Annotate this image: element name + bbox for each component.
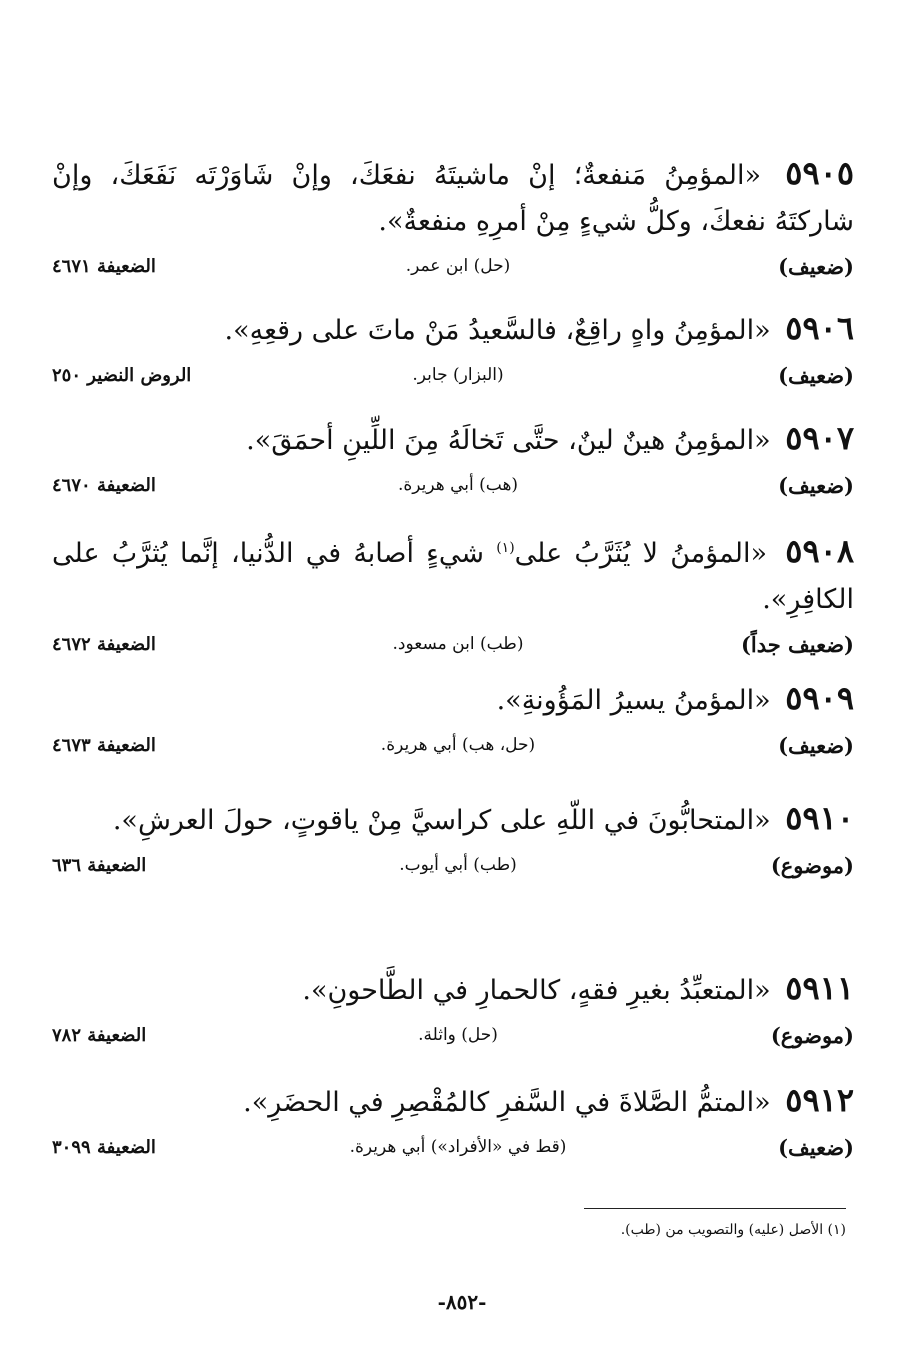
hadith-text: «المؤمِنُ هينٌ لينٌ، حتَّى تَخالَهُ مِنَ اللِّينِ أحمَقَ». <box>246 425 771 456</box>
hadith-meta <box>52 468 854 502</box>
hadith-meta <box>52 1018 854 1052</box>
hadith-number: ٥٩٠٧ <box>785 419 854 457</box>
hadith-number: ٥٩٠٨ <box>785 532 855 570</box>
hadith-entry <box>52 415 854 502</box>
hadith-grade: (ضعيف جداً) <box>740 631 854 657</box>
hadith-text: «المتحابُّونَ في اللّهِ على كراسيَّ مِنْ ياقوتٍ، حولَ العرشِ». <box>112 805 771 836</box>
hadith-grade: (ضعيف) <box>778 253 854 279</box>
hadith-text-part: شيءٍ أصابهُ في الدُّنيا، إنَّما يُثرَّبُ على الكافِرِ». <box>52 538 854 615</box>
hadith-source: (قط في «الأفراد») أبي هريرة. <box>349 1137 567 1157</box>
hadith-meta <box>52 358 854 392</box>
hadith-entry <box>52 305 854 392</box>
hadith-entry <box>52 795 854 882</box>
hadith-meta <box>52 728 854 762</box>
hadith-text: «المتعبِّدُ بغيرِ فقهٍ، كالحمارِ في الطَّاحونِ». <box>302 975 771 1006</box>
footnote-divider <box>584 1208 846 1209</box>
hadith-number: ٥٩١٠ <box>785 799 854 837</box>
footnote-marker: (١) <box>496 540 515 556</box>
hadith-reference: الضعيفة ٣٠٩٩ <box>52 1136 156 1158</box>
hadith-text-block <box>52 305 854 354</box>
hadith-meta <box>52 848 854 882</box>
hadith-meta <box>52 249 854 283</box>
hadith-entry <box>52 150 854 283</box>
hadith-source: (حل، هب) أبي هريرة. <box>380 735 536 755</box>
hadith-text: «المؤمِنُ واهٍ راقِعٌ، فالسَّعيدُ مَنْ ماتَ على رقعِهِ». <box>224 315 771 346</box>
hadith-reference: الروض النضير ٢٥٠ <box>52 364 192 386</box>
hadith-text-block <box>52 415 854 464</box>
hadith-reference: الضعيفة ٤٦٧٢ <box>52 633 156 655</box>
hadith-entry <box>52 965 854 1052</box>
hadith-source: (البزار) جابر. <box>412 365 504 385</box>
hadith-text-part: «المؤمنُ لا يُثَرَّبُ على <box>514 538 768 569</box>
hadith-source: (طب) أبي أيوب. <box>399 855 517 875</box>
hadith-grade: (موضوع) <box>770 1022 854 1048</box>
hadith-grade: (ضعيف) <box>778 472 854 498</box>
hadith-source: (حل) واثلة. <box>418 1025 498 1045</box>
hadith-meta <box>52 1130 854 1164</box>
hadith-source: (حل) ابن عمر. <box>405 256 511 276</box>
hadith-meta <box>52 627 854 661</box>
hadith-grade: (ضعيف) <box>778 362 854 388</box>
hadith-number: ٥٩١٢ <box>785 1081 854 1119</box>
hadith-grade: (موضوع) <box>770 852 854 878</box>
hadith-reference: الضعيفة ٧٨٢ <box>52 1024 147 1046</box>
hadith-text-block <box>52 1077 854 1126</box>
hadith-text-block <box>52 150 854 245</box>
hadith-text-block <box>52 525 854 623</box>
hadith-number: ٥٩١١ <box>785 969 854 1007</box>
hadith-reference: الضعيفة ٤٦٧١ <box>52 255 156 277</box>
hadith-entry <box>52 525 854 661</box>
hadith-text-block <box>52 965 854 1014</box>
footnote-text: (١) الأصل (عليه) والتصويب من (طب). <box>620 1222 846 1238</box>
hadith-text-block <box>52 795 854 844</box>
hadith-number: ٥٩٠٥ <box>785 154 854 192</box>
hadith-number: ٥٩٠٦ <box>785 309 854 347</box>
hadith-text: «المتمُّ الصَّلاةَ في السَّفرِ كالمُقْصِرِ في الحضَرِ». <box>243 1087 771 1118</box>
hadith-reference: الضعيفة ٤٦٧٣ <box>52 734 156 756</box>
hadith-entry <box>52 675 854 762</box>
hadith-text: «المؤمِنُ مَنفعةٌ؛ إنْ ماشيتَهُ نفعَكَ، وإنْ شَاوَرْتَه نَفَعَكَ، وإنْ شاركتَهُ نفعكَ، وكلُّ شيءٍ مِنْ أمرِهِ منفعةٌ». <box>52 160 854 237</box>
hadith-source: (طب) ابن مسعود. <box>392 634 524 654</box>
hadith-reference: الضعيفة ٦٣٦ <box>52 854 147 876</box>
hadith-entry <box>52 1077 854 1164</box>
hadith-reference: الضعيفة ٤٦٧٠ <box>52 474 156 496</box>
hadith-text-block <box>52 675 854 724</box>
hadith-text: «المؤمنُ يسيرُ المَؤُونةِ». <box>496 685 771 716</box>
hadith-number: ٥٩٠٩ <box>785 679 854 717</box>
hadith-source: (هب) أبي هريرة. <box>397 475 519 495</box>
page-number: -٨٥٢- <box>437 1290 487 1314</box>
hadith-grade: (ضعيف) <box>778 1134 854 1160</box>
hadith-grade: (ضعيف) <box>778 732 854 758</box>
